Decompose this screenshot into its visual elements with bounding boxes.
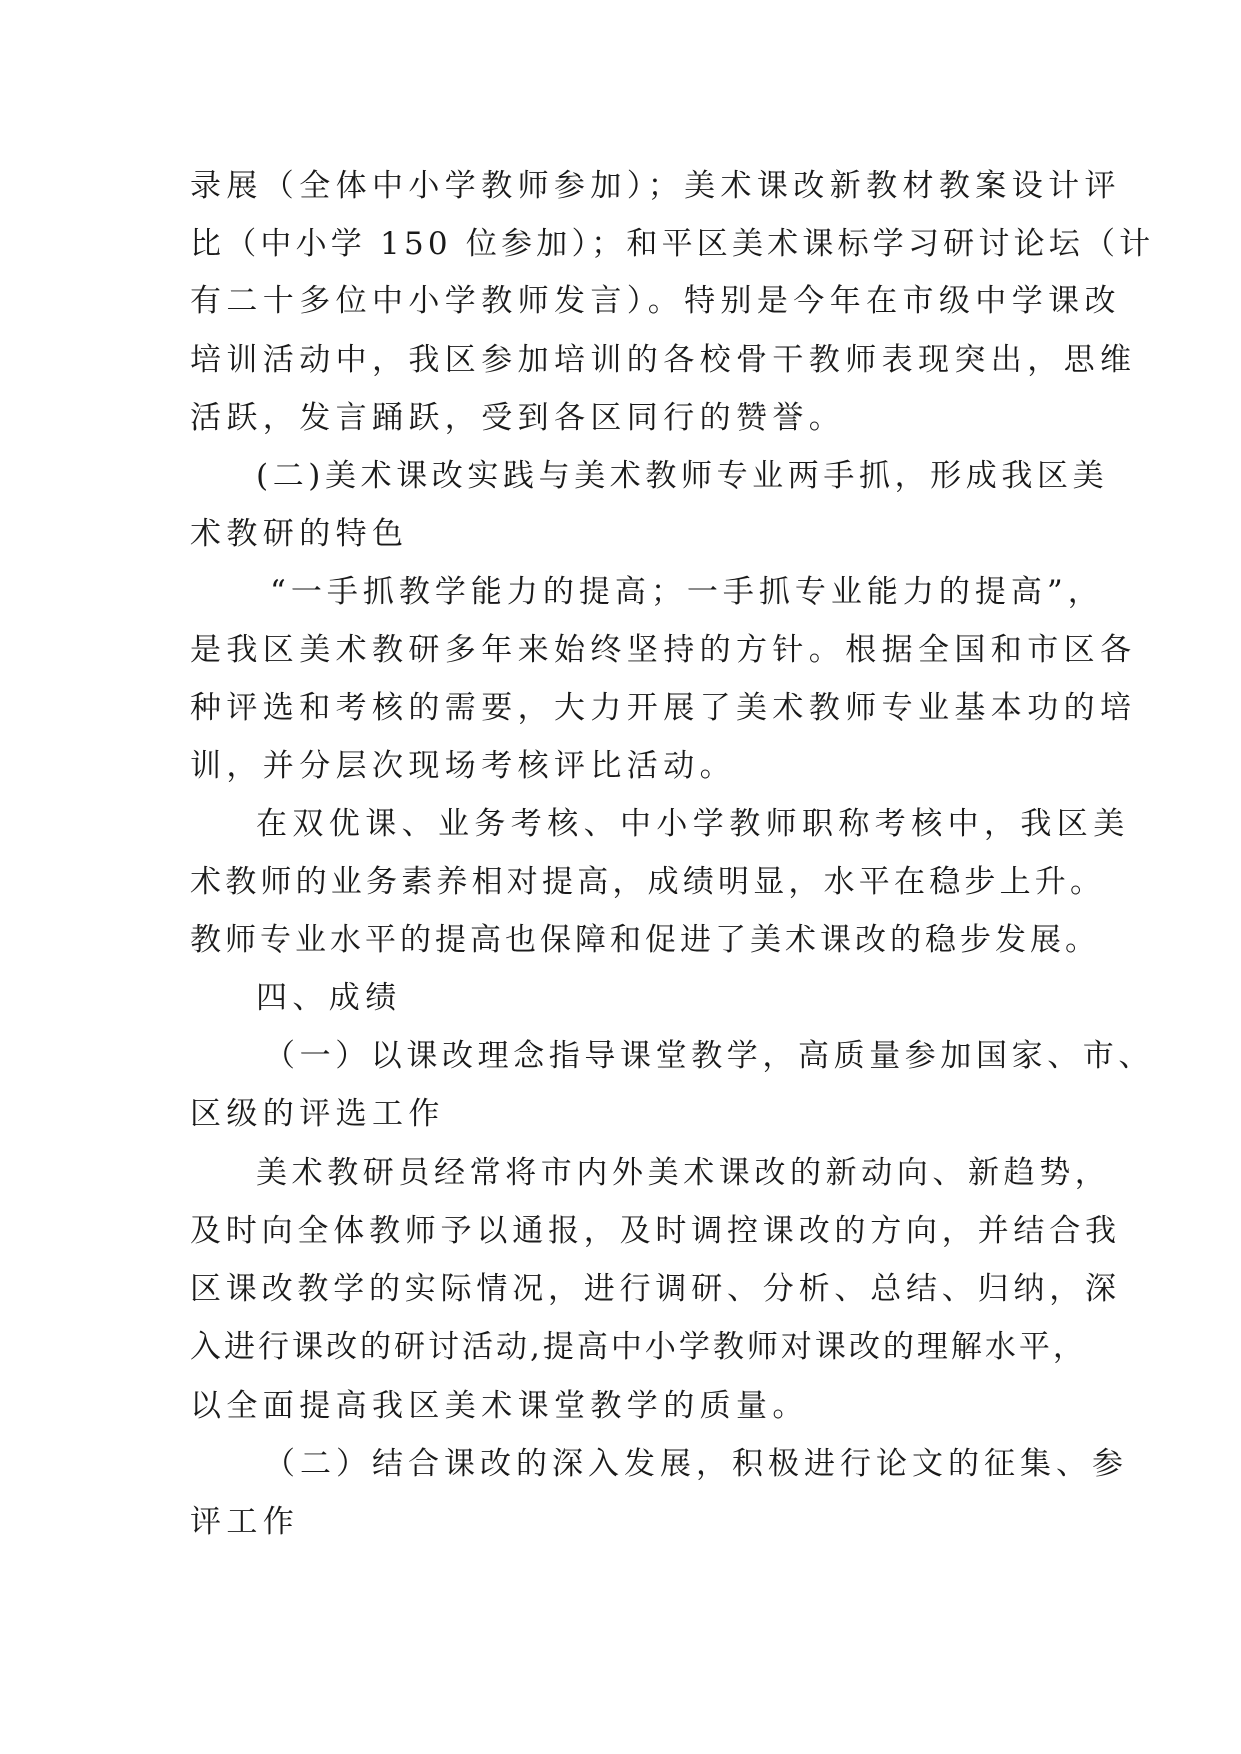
section-heading-line: （一）以课改理念指导课堂教学，高质量参加国家、市、 [264,1038,1154,1074]
paragraph-line: 以全面提高我区美术课堂教学的质量。 [190,1388,809,1424]
paragraph-line: “一手抓教学能力的提高；一手抓专业能力的提高”， [270,574,1104,610]
paragraph-line: 训，并分层次现场考核评比活动。 [190,748,736,784]
paragraph-line: 及时向全体教师予以通报，及时调控课改的方向，并结合我 [190,1213,1121,1249]
paragraph-line: 术教师的业务素养相对提高，成绩明显，水平在稳步上升。 [190,864,1106,900]
paragraph-line: 教师专业水平的提高也保障和促进了美术课改的稳步发展。 [190,922,1100,958]
section-heading-line: 术教研的特色 [190,516,409,552]
section-heading-line: （二）结合课改的深入发展，积极进行论文的征集、参 [264,1446,1128,1482]
paragraph-line: 美术教研员经常将市内外美术课改的新动向、新趋势， [256,1155,1111,1191]
paragraph-line: 种评选和考核的需要，大力开展了美术教师专业基本功的培 [190,690,1137,726]
section-heading-line: 区级的评选工作 [190,1096,445,1132]
section-heading-line: (二)美术课改实践与美术教师专业两手抓，形成我区美 [256,458,1109,494]
paragraph-line: 在双优课、业务考核、中小学教师职称考核中，我区美 [256,806,1130,842]
section-heading-line: 评工作 [190,1504,300,1540]
paragraph-line: 有二十多位中小学教师发言）。特别是今年在市级中学课改 [190,283,1121,319]
section-heading-line: 四、成绩 [256,980,402,1016]
paragraph-line: 录展（全体中小学教师参加）；美术课改新教材教案设计评 [190,168,1121,204]
paragraph-line: 区课改教学的实际情况，进行调研、分析、总结、归纳，深 [190,1271,1121,1307]
paragraph-line: 入进行课改的研讨活动,提高中小学教师对课改的理解水平， [190,1329,1087,1365]
paragraph-line: 比（中小学 150 位参加）；和平区美术课标学习研讨论坛（计 [190,226,1155,262]
paragraph-line: 活跃，发言踊跃，受到各区同行的赞誉。 [190,400,846,436]
paragraph-line: 是我区美术教研多年来始终坚持的方针。根据全国和市区各 [190,632,1137,668]
paragraph-line: 培训活动中，我区参加培训的各校骨干教师表现突出，思维 [190,342,1137,378]
